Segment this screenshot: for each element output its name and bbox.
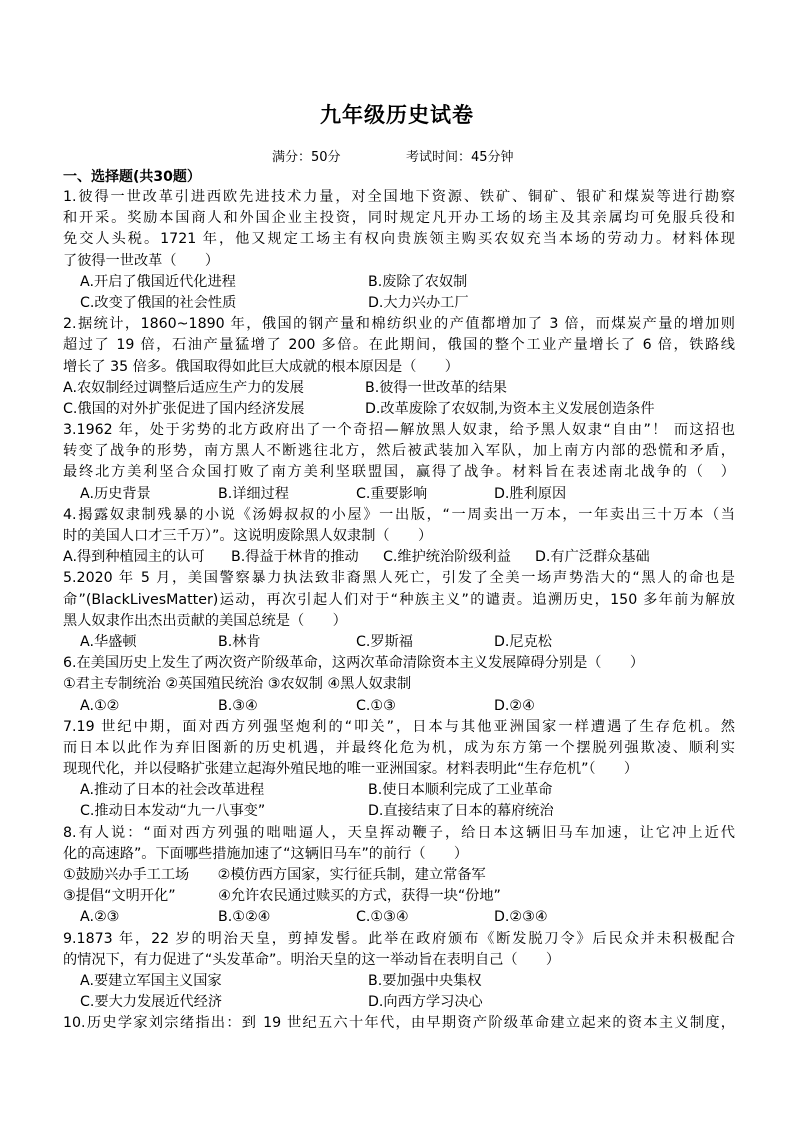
question-stem-line: 超过了 19 倍，石油产量猛增了 200 多倍。在此期间，俄国的整个工业产量增长了 6 倍，铁路线 bbox=[63, 337, 735, 354]
option-d: D.尼克松 bbox=[494, 633, 552, 650]
option-b: B.林肯 bbox=[218, 633, 261, 650]
option-d: D.②④ bbox=[494, 697, 535, 714]
option-a: A.要建立军国主义国家 bbox=[80, 972, 222, 989]
exam-time: 考试时间：45分钟 bbox=[406, 150, 514, 165]
option-row bbox=[63, 399, 735, 420]
question-stem-line: 现现代化，并以侵略扩张建立起海外殖民地的唯一亚洲国家。材料表明此“生存危机”（ ） bbox=[63, 761, 639, 778]
question-stem-line: 免交人头税。1721 年，他又规定工场主有权向贵族领主购买农奴充当本场的劳动力。材料体现 bbox=[63, 231, 735, 248]
option-row bbox=[63, 780, 735, 801]
question-list bbox=[63, 187, 735, 1035]
option-row bbox=[63, 378, 735, 399]
option-c: C.罗斯福 bbox=[356, 633, 413, 650]
question-stem-line: 4.揭露奴隶制残暴的小说《汤姆叔叔的小屋》一出版，“一周卖出一万本，一年卖出三十万本（当 bbox=[63, 506, 735, 523]
question-stem-line: 9.1873 年，22 岁的明治天皇，剪掉发髻。此举在政府颁布《断发脱刀令》后民众并未积极配合 bbox=[63, 930, 735, 947]
option-c: C.维护统治阶级利益 bbox=[383, 549, 511, 566]
option-row bbox=[63, 992, 735, 1013]
question-stem-line: 5.2020 年 5 月，美国警察暴力执法致非裔黑人死亡，引发了全美一场声势浩大的“黑人的命也是 bbox=[63, 570, 735, 587]
option-c: C.重要影响 bbox=[356, 485, 428, 502]
question-stem-line: 7.19 世纪中期，面对西方列强坚炮利的“叩关”，日本与其他亚洲国家一样遭遇了生存危机。然 bbox=[63, 718, 735, 735]
option-row bbox=[63, 632, 735, 653]
option-d: D.②③④ bbox=[494, 909, 548, 926]
option-row bbox=[63, 801, 735, 822]
option-a: A.开启了俄国近代化进程 bbox=[80, 273, 236, 290]
question-stem-line: 和开采。奖励本国商人和外国企业主投资，同时规定凡开办工场的场主及其亲属均可免服兵役和 bbox=[63, 210, 735, 227]
option-a: A.得到种植园主的认可 bbox=[63, 549, 205, 566]
option-row bbox=[63, 547, 735, 568]
option-a: A.历史背景 bbox=[80, 485, 151, 502]
question-stem-line: 化的高速路”。下面哪些措施加速了“这辆旧马车”的前行（ ） bbox=[63, 845, 469, 862]
question-stem-line: 3.1962 年，处于劣势的北方政府出了一个奇招—解放黑人奴隶，给予黑人奴隶“自由”！ 而这招也 bbox=[63, 422, 735, 439]
question-stem-line: 10.历史学家刘宗绪指出：到 19 世纪五六十年代，由早期资产阶级革命建立起来的资本主义制度， bbox=[63, 1015, 735, 1032]
question-stem-line: ①鼓励兴办手工工场 ②模仿西方国家，实行征兵制，建立常备军 bbox=[63, 867, 486, 883]
option-c: C.推动日本发动“九一八事变” bbox=[80, 803, 266, 820]
question-stem-line: 2.据统计，1860~1890 年，俄国的钢产量和棉纺织业的产值都增加了 3 倍，而煤炭产量的增加则 bbox=[63, 316, 735, 333]
option-c: C.①③ bbox=[356, 697, 396, 714]
option-a: A.华盛顿 bbox=[80, 633, 137, 650]
question-stem-line: 1.彼得一世改革引进西欧先进技术力量，对全国地下资源、铁矿、铜矿、银矿和煤炭等进行勘察 bbox=[63, 189, 735, 205]
option-row bbox=[63, 293, 735, 314]
question-stem-line: 时的美国人口才三千万）”。这说明废除黑人奴隶制（ ） bbox=[63, 528, 433, 544]
option-d: D.改革废除了农奴制,为资本主义发展创造条件 bbox=[365, 400, 655, 417]
option-a: A.推动了日本的社会改革进程 bbox=[80, 782, 265, 799]
option-d: D.有广泛群众基础 bbox=[535, 549, 650, 566]
question-stem-line: 转变了战争的形势，南方黑人不断逃往北方，然后被武装加入军队，加上南方内部的恐慌和矛盾， bbox=[63, 443, 735, 460]
exam-title: 九年级历史试卷 bbox=[320, 103, 474, 127]
option-d: D.胜利原因 bbox=[494, 485, 567, 502]
option-row bbox=[63, 272, 735, 293]
option-b: B.得益于林肯的推动 bbox=[231, 549, 359, 566]
question-stem-line: ③提倡“文明开化” ④允许农民通过赎买的方式，获得一块“份地” bbox=[63, 888, 501, 905]
option-d: D.向西方学习决心 bbox=[368, 994, 483, 1011]
question-stem-line: 了彼得一世改革（ ） bbox=[63, 252, 220, 269]
option-c: C.俄国的对外扩张促进了国内经济发展 bbox=[63, 400, 305, 417]
option-b: B.详细过程 bbox=[218, 485, 289, 502]
option-row bbox=[63, 696, 735, 717]
option-row bbox=[63, 484, 735, 505]
option-b: B.①②④ bbox=[218, 909, 271, 926]
question-stem-line: 最终北方美利坚合众国打败了南方美利坚联盟国，赢得了战争。材料旨在表述南北战争的（ ） bbox=[63, 464, 735, 481]
option-c: C.①③④ bbox=[356, 909, 409, 926]
option-d: D.大力兴办工厂 bbox=[368, 294, 469, 311]
option-c: C.改变了俄国的社会性质 bbox=[80, 294, 237, 311]
option-b: B.废除了农奴制 bbox=[368, 273, 468, 290]
option-b: B.彼得一世改革的结果 bbox=[365, 379, 507, 396]
option-a: A.②③ bbox=[80, 909, 120, 926]
option-b: B.要加强中央集权 bbox=[368, 972, 482, 989]
question-stem-line: 的情况下，有力促进了“头发革命”。明治天皇的这一举动旨在表明自己（ ） bbox=[63, 951, 561, 968]
question-stem-line: 黑人奴隶作出杰出贡献的美国总统是（ ） bbox=[63, 612, 347, 629]
option-a: A.①② bbox=[80, 697, 120, 714]
option-c: C.要大力发展近代经济 bbox=[80, 994, 223, 1011]
option-row bbox=[63, 907, 735, 928]
option-a: A.农奴制经过调整后适应生产力的发展 bbox=[63, 379, 304, 396]
option-b: B.③④ bbox=[218, 697, 258, 714]
question-stem-line: 而日本以此作为弃旧图新的历史机遇，并最终化危为机，成为东方第一个摆脱列强欺凌、顺利实 bbox=[63, 739, 735, 756]
option-row bbox=[63, 971, 735, 992]
option-b: B.使日本顺利完成了工业革命 bbox=[368, 782, 553, 799]
question-stem-line: 命”(BlackLivesMatter)运动，再次引起人们对于“种族主义”的谴责。追溯历史，150 多年前为解放 bbox=[63, 591, 735, 608]
question-stem-line: 增长了 35 倍多。俄国取得如此巨大成就的根本原因是（ ） bbox=[63, 358, 459, 375]
question-stem-line: 6.在美国历史上发生了两次资产阶级革命，这两次革命清除资本主义发展障碍分别是（ ） bbox=[63, 655, 645, 672]
section-heading: 一、选择题(共30题） bbox=[63, 169, 201, 185]
question-stem-line: ①君主专制统治 ②英国殖民统治 ③农奴制 ④黑人奴隶制 bbox=[63, 676, 412, 693]
option-d: D.直接结束了日本的幕府统治 bbox=[368, 803, 554, 820]
full-score: 满分：50分 bbox=[272, 150, 341, 165]
question-stem-line: 8.有人说：“面对西方列强的咄咄逼人，天皇挥动鞭子，给日本这辆旧马车加速，让它冲上近代 bbox=[63, 824, 735, 841]
